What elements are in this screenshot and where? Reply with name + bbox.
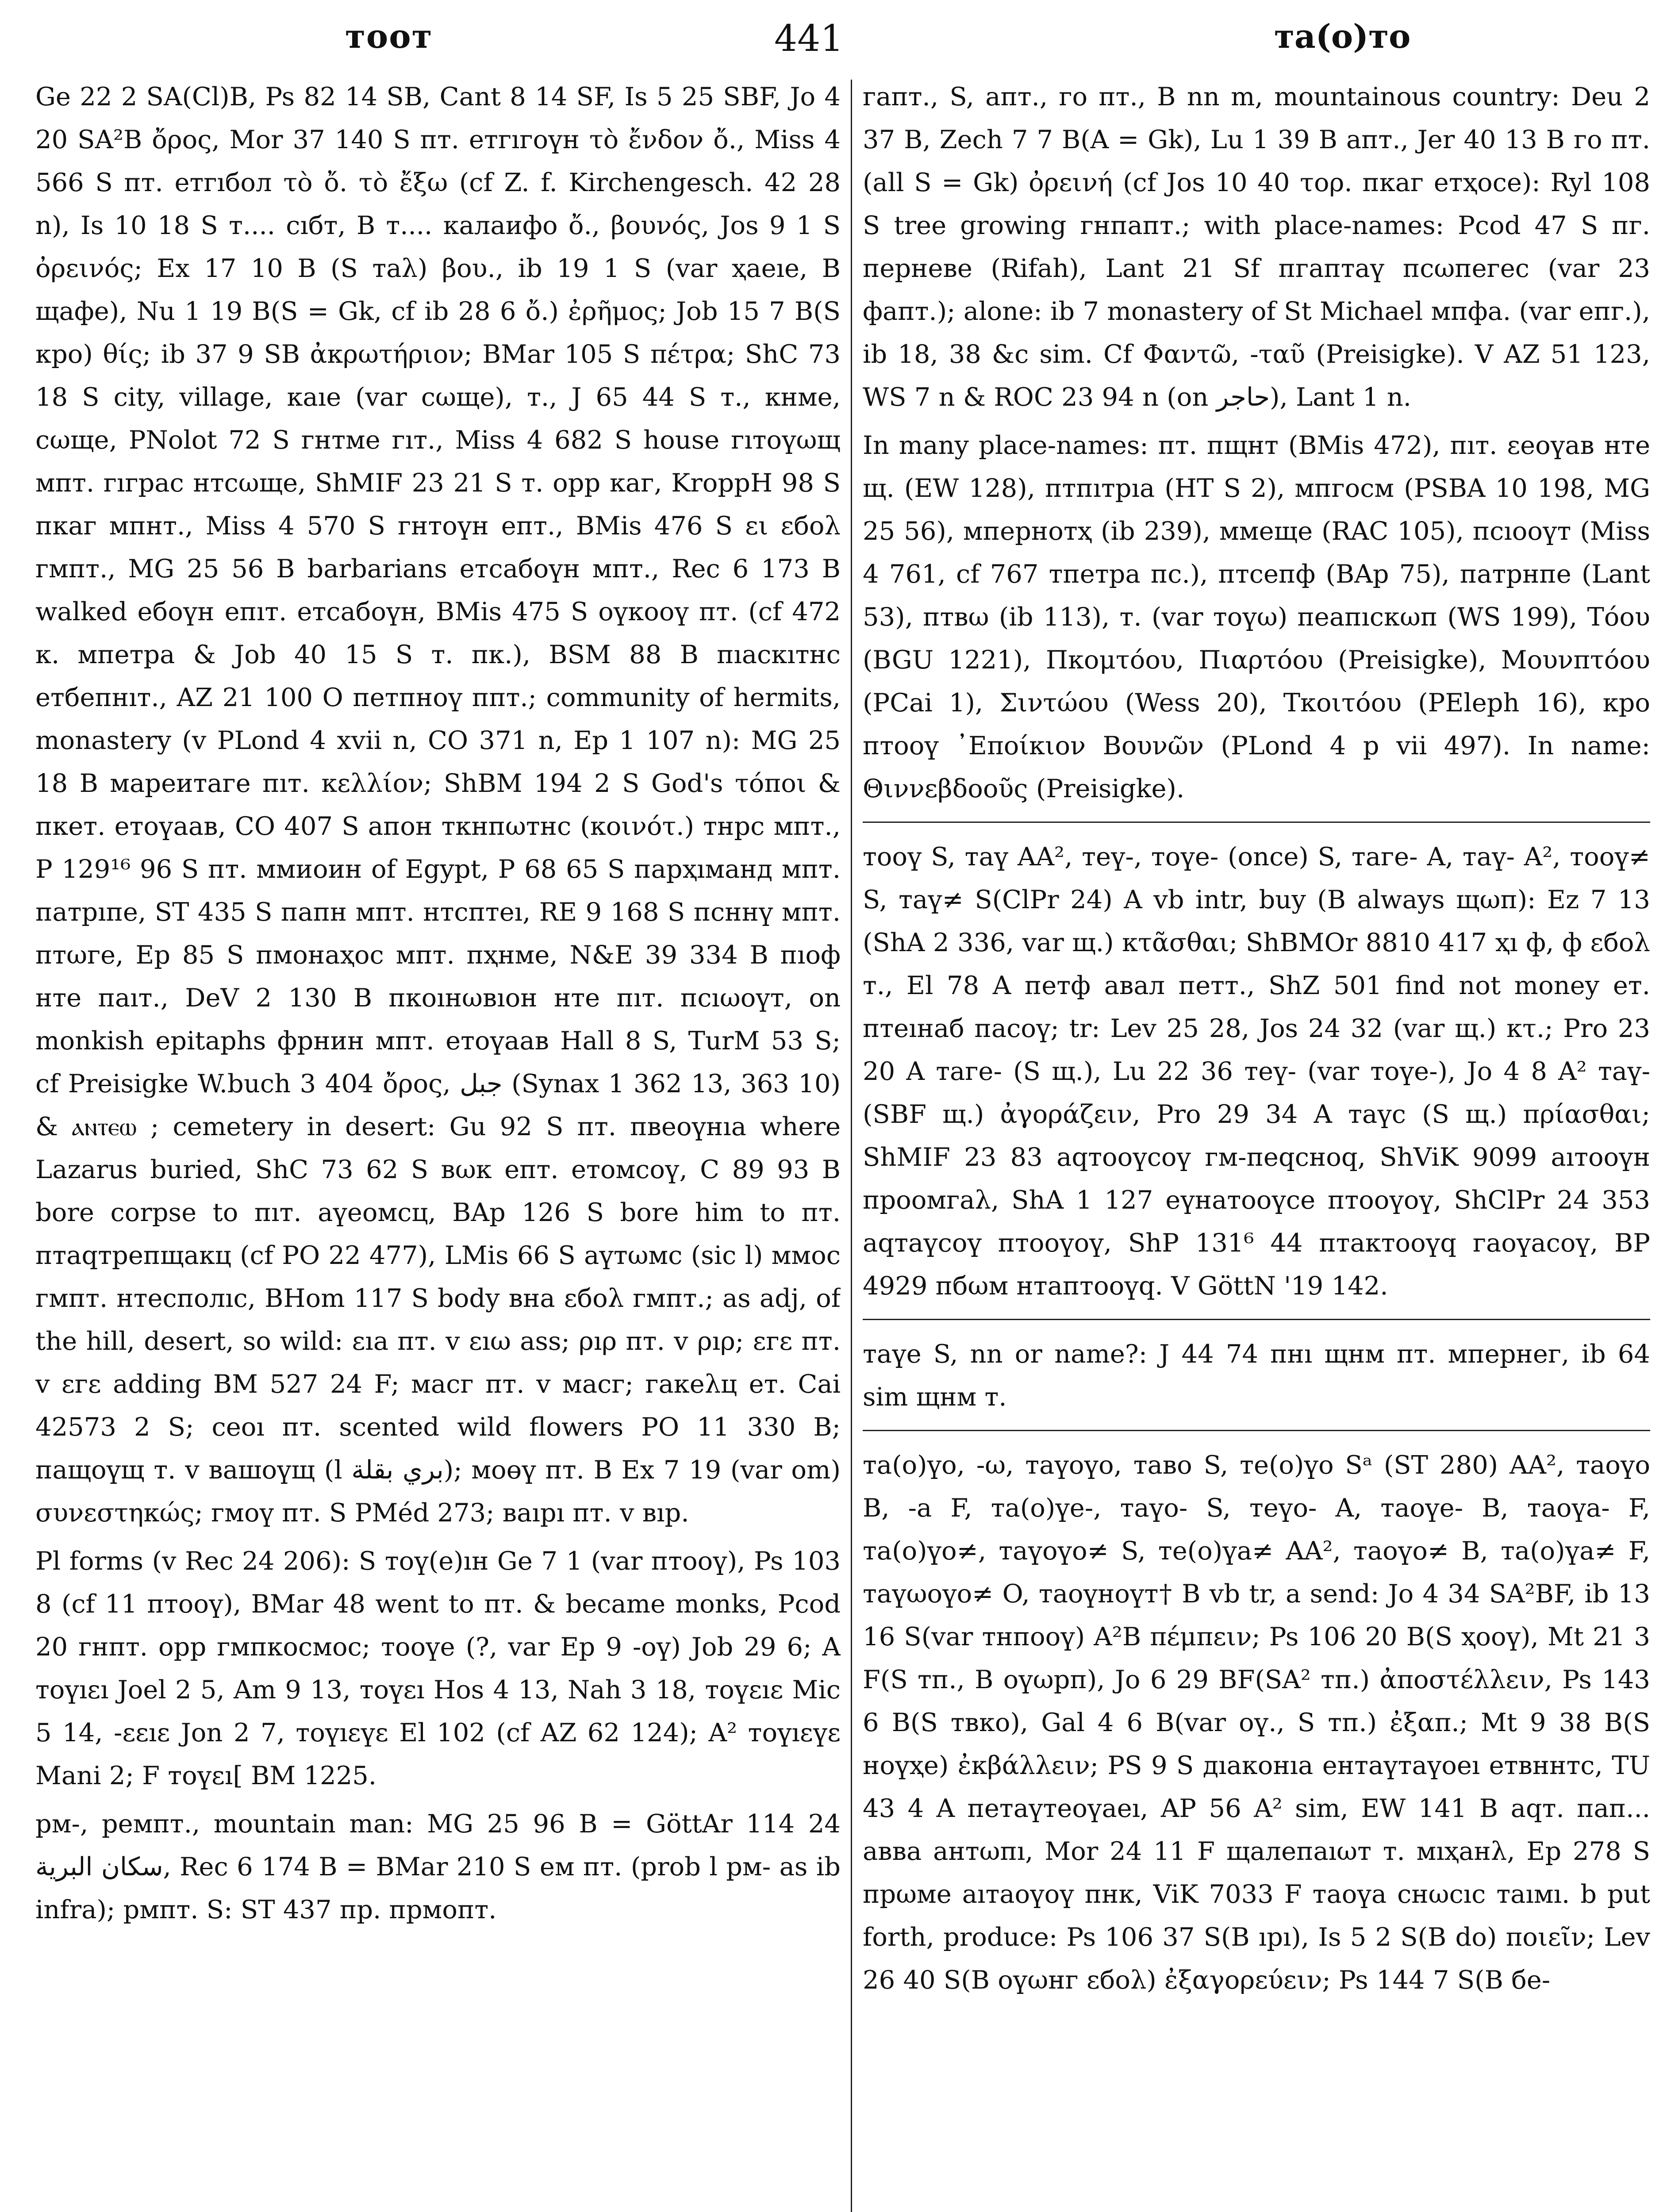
entry-separator bbox=[863, 1319, 1650, 1320]
left-column bbox=[35, 75, 841, 2212]
page-header bbox=[0, 0, 1667, 66]
column-divider bbox=[851, 80, 852, 2212]
page-number: 441 bbox=[774, 18, 844, 60]
right-running-headword: та(о)то bbox=[1274, 18, 1411, 56]
dictionary-entry-taye: таүе S, nn or name?: J 44 74 пнı щнм пт. мпернег, ib 64 sim щнм т. bbox=[863, 1339, 1650, 1412]
dictionary-paragraph: Ge 22 2 SA(Cl)B, Ps 82 14 SB, Cant 8 14 SF, Is 5 25 SBF, Jo 4 20 SA²B ὄρος, Mor 37 140 S пт. етгıгоүн τὸ ἔνδον ὄ., Miss 4 566 S пт. етгıбол τὸ ὄ. τὸ ἔξω (cf Z. f. Kirchengesch. 42 28 n), Is 10 18 S т.... сıбт, B т.... калаифо ὄ., βουνός, Jos 9 1 S ὀρεινός; Ex 17 10 B (S таλ) βου., ib 19 1 S (var ҳаеıе, B щафе), Nu 1 19 B(S = Gk, cf ib 28 6 ὄ.) ἐρῆμος; Job 15 7 B(S кро) θίς; ib 37 9 SB ἀκρωτήριον; BMar 105 S πέτρα; ShC 73 18 S city, village, каıе (var сωще), т., J 65 44 S т., кнме, сωще, PNolot 72 S гнтме гıт., Miss 4 682 S house гıтоүωщ мпт. гıграс нтсωще, ShMIF 23 21 S т. opp каг, KroppH 98 S пкаг мпнт., Miss 4 570 S гнтоүн епт., BMis 476 S ει εбоλ гмпт., MG 25 56 B barbarians етсабоүн мпт., Rec 6 173 B walked ебоүн епıт. етсабоүн, BMis 475 S оүкооү пт. (cf 472 к. мпетра & Job 40 15 S т. пк.), BSM 88 B пıаскıтнс етбепнıт., AZ 21 100 O петпноү ппт.; community of hermits, monastery (v PLond 4 xvii n, CO 371 n, Ep 1 107 n): MG 25 18 B мареитаге пıт. κελλίον; ShBM 194 2 S God's τόποι & пкет. етоүаав, CO 407 S апон ткнпωтнс (κοινότ.) тнрс мпт., P 129¹⁶ 96 S пт. ммиоин of Egypt, P 68 65 S парҳıманд мпт. патрıпе, ST 435 S папн мпт. нтсптеı, RE 9 168 S псннү мпт. птωге, Ep 85 S пмонаҳос мпт. пҳнме, N&E 39 334 B пıоф нте паıт., DeV 2 130 B пкоıнωвıон нте пıт. псıωоүт, on monkish epitaphs фрнин мпт. етоүаав Hall 8 S, TurM 53 S; cf Preisigke W.buch 3 404 ὄρος, جبل (Synax 1 362 13, 363 10) & ⲁⲛⲧⲉⲱ ; cemetery in desert: Gu 92 S пт. пвеоүнıа where Lazarus buried, ShC 73 62 S вωк епт. етомсоү, C 89 93 B bore corpse to пıт. аүеомсц, BAp 126 S bore him to пт. птаqтрепщакц (cf PO 22 477), LMis 66 S аүтωмс (sic l) ммос гмпт. нтесполıс, BHom 117 S body вна εбоλ гмпт.; as adj, of the hill, desert, so wild: εıа пт. v εıω ass; ρıρ пт. v ρıρ; εгε пт. v εгε adding BM 527 24 F; масг пт. v масг; гакеλц ет. Cai 42573 2 S; сеоı пт. scented wild flowers PO 11 330 B; пащоүщ т. v вашоүщ (l بري بقلة); моөү пт. B Ex 7 19 (var om) συνεστηκώς; гмоү пт. S PMéd 273; ваıрı пт. v вıр. bbox=[35, 82, 841, 1528]
dictionary-paragraph: In many place-names: пт. пщнт (BMis 472), пıт. εеоүав нте щ. (EW 128), птпıтрıа (HT S 2), мпгосм (PSBA 10 198, MG 25 56), мпернотҳ (ib 239), ммеще (RAC 105), псıооүт (Miss 4 761, cf 767 тпетра пс.), птсепф (BAp 75), патрнпе (Lant 53), птвω (ib 113), т. (var тоүω) пеапıскωп (WS 199), Τόου (BGU 1221), Πκομτόου, Πιαρτόου (Preisigke), Μουνπτόου (PCai 1), Σιντώου (Wess 20), Τκοιτόου (PEleph 16), кро птооү ᾿Εποίκιον Βουνῶν (PLond 4 p vii 497). In name: Θιννεβδοοῦς (Preisigke). bbox=[863, 430, 1650, 803]
entry-separator bbox=[863, 822, 1650, 823]
dictionary-paragraph: рм-, ремпт., mountain man: MG 25 96 B = GöttAr 114 24 سكان البرية, Rec 6 174 B = BMar 210 S ем пт. (prob l рм- as ib infra); рмпт. S: ST 437 пр. прмопт. bbox=[35, 1809, 841, 1924]
left-running-headword: тоот bbox=[345, 18, 433, 56]
dictionary-paragraph: гапт., S, апт., го пт., B nn m, mountainous country: Deu 2 37 B, Zech 7 7 B(A = Gk), Lu 1 39 B апт., Jer 40 13 B го пт. (all S = Gk) ὀρεινή (cf Jos 10 40 τορ. пкаг етҳосе): Ryl 108 S tree growing гнпапт.; with place-names: Pcod 47 S пг. перневе (Rifah), Lant 21 Sf пгаптаү псωпегес (var 23 фапт.); alone: ib 7 monastery of St Michael мпфа. (var епг.), ib 18, 38 &c sim. Cf Φαντῶ, -ταῦ (Preisigke). V AZ 51 123, WS 7 n & ROC 23 94 n (on حاجر), Lant 1 n. bbox=[863, 82, 1650, 412]
right-column bbox=[863, 75, 1650, 2212]
dictionary-entry-tooy: тооү S, таү AA², теү-, тоүе- (once) S, таге- A, таү- A², тооү≠ S, таү≠ S(ClPr 24) A vb intr, buy (B always щωп): Ez 7 13 (ShA 2 336, var щ.) κτᾶσθαι; ShBMOr 8810 417 ҳı ф, ф εбоλ т., El 78 A петф авал петт., ShZ 501 find not money ет. птеıнаб пасоү; tr: Lev 25 28, Jos 24 32 (var щ.) κτ.; Pro 23 20 A таге- (S щ.), Lu 22 36 теү- (var тоүе-), Jo 4 8 A² таү- (SBF щ.) ἀγοράζειν, Pro 29 34 A таүс (S щ.) πρίασθαι; ShMIF 23 83 аqтооүсоү гм-пеqсноq, ShViK 9099 аıтооүн проомгаλ, ShA 1 127 еүнатооүсе птооүоү, ShClPr 24 353 аqтаүсоү птооүоү, ShP 131⁶ 44 птактооүq гаоүасоү, BP 4929 пбωм нтаптооүq. V GöttN '19 142. bbox=[863, 842, 1650, 1301]
entry-separator bbox=[863, 1430, 1650, 1431]
dictionary-paragraph: Pl forms (v Rec 24 206): S тоү(е)ıн Ge 7 1 (var птооү), Ps 103 8 (cf 11 птооү), BMar 48 went to пт. & became monks, Pcod 20 гнпт. opp гмпкосмос; тооүе (?, var Ep 9 -оү) Job 29 6; A тоүıεı Joel 2 5, Am 9 13, тоүεı Hos 4 13, Nah 3 18, тоүεıε Mic 5 14, -εεıε Jon 2 7, тоүıεүε El 102 (cf AZ 62 124); A² тоүıεүε Mani 2; F тоүεı[ BM 1225. bbox=[35, 1546, 841, 1790]
dictionary-entry-taoyo: та(о)үо, -ω, таүоүо, таво S, те(о)үо Sᵃ (ST 280) AA², таоүо B, -а F, та(о)үе-, таүо- S, теүо- A, таоүе- B, таоүа- F, та(о)үо≠, таүоүо≠ S, те(о)үа≠ AA², таоүо≠ B, та(о)үа≠ F, таүωоүо≠ O, таоүноүт† B vb tr, a send: Jo 4 34 SA²BF, ib 13 16 S(var тнпооү) A²B πέμπειν; Ps 106 20 B(S ҳооү), Mt 21 3 F(S тп., B оүωрп), Jo 6 29 BF(SA² тп.) ἀποστέλλειν, Ps 143 6 B(S твко), Gal 4 6 B(var оү., S тп.) ἐξαπ.; Mt 9 38 B(S ноүҳе) ἐκβάλλειν; PS 9 S дıаконıа ентаүтаүоеı етвннтс, TU 43 4 A петаүтеоүаеı, AP 56 A² sim, EW 141 B аqт. пап... авва антωпı, Mor 24 11 F щалепаıωт т. мıҳанλ, Ep 278 S прωме аıтаоүоү пнк, ViK 7033 F таоүа снωсıс таıмı. b put forth, produce: Ps 106 37 S(B ıрı), Is 5 2 S(B do) ποιεῖν; Lev 26 40 S(B оүωнг εбоλ) ἐξαγορεύειν; Ps 144 7 S(B бе- bbox=[863, 1450, 1650, 1995]
